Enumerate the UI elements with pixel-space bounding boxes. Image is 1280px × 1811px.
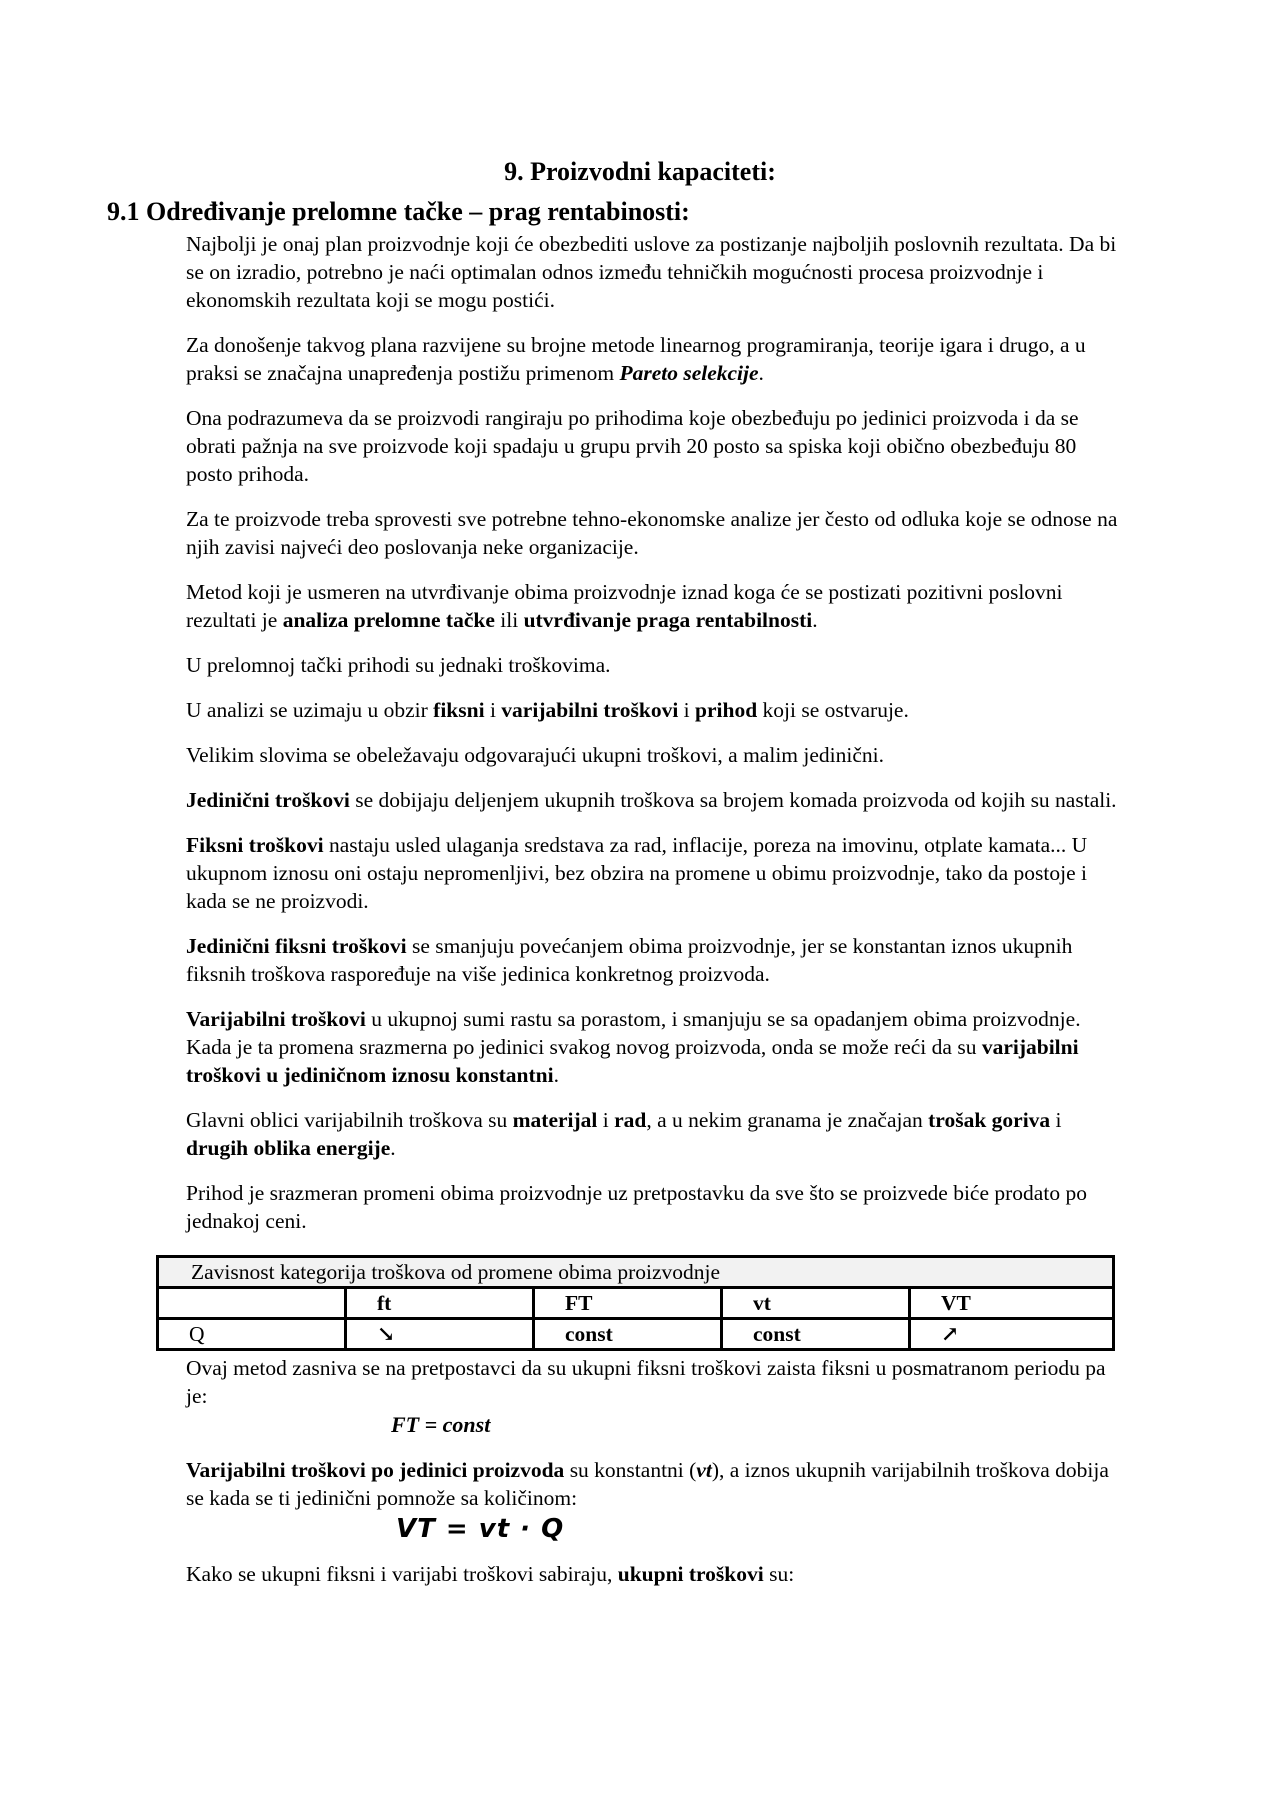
table-header-cell: vt xyxy=(722,1288,910,1319)
paragraph-4: Za te proizvode treba sprovesti sve potrebne tehno-ekonomske analize jer često od odluka koje se odnose na njih zavisi najveći deo poslovanja neke organizacije. xyxy=(186,507,1118,559)
text: . xyxy=(812,608,818,632)
table-header-row xyxy=(158,1288,1114,1319)
chapter-title: 9. Proizvodni kapaciteti: xyxy=(504,157,776,186)
table-row xyxy=(158,1319,1114,1350)
paragraph-2 xyxy=(186,331,1126,387)
text: Kako se ukupni fiksni i varijabi troškovi sabiraju, xyxy=(186,1562,618,1586)
pareto-term: Pareto selekcije xyxy=(619,361,759,385)
paragraph-1: Najbolji je onaj plan proizvodnje koji će obezbediti uslove za postizanje najboljih poslovnih rezultata. Da bi se on izradio, potrebno je naći optimalan odnos između tehničkih mogućnosti procesa proizvodnje i ekonomskih rezultata koji se mogu postići. xyxy=(186,232,1117,312)
term: fiksni xyxy=(433,698,485,722)
text: u ukupnoj sumi rastu sa porastom, i smanjuju se sa opadanjem obima proizvodnje. Kada je ta promena srazmerna po jedinici svakog novog proizvoda, onda se može reći da su xyxy=(186,1007,1081,1059)
term: varijabilni troškovi xyxy=(501,698,679,722)
text: koji se ostvaruje. xyxy=(757,698,909,722)
text: ili xyxy=(494,608,524,632)
table-header-cell xyxy=(158,1288,346,1319)
text: se dobijaju deljenjem ukupnih troškova sa brojem komada proizvoda od kojih su nastali. xyxy=(349,788,1117,812)
term: rad xyxy=(614,1108,647,1132)
paragraph-17 xyxy=(186,1560,1126,1588)
term: Jedinični fiksni troškovi xyxy=(186,934,407,958)
arrow-up-icon: ↗ xyxy=(910,1319,1114,1350)
term: ukupni troškovi xyxy=(617,1562,764,1586)
term: materijal xyxy=(512,1108,598,1132)
text: su: xyxy=(763,1562,795,1586)
text: , a u nekim granama je značajan xyxy=(646,1108,929,1132)
formula-ft: FT = const xyxy=(391,1412,491,1437)
term: prihod xyxy=(695,698,758,722)
text: . xyxy=(390,1136,396,1160)
text: Za donošenje takvog plana razvijene su brojne metode linearnog programiranja, teorije igara i drugo, a u praksi se značajna unapređenja postižu primenom xyxy=(186,333,1086,385)
table-caption: Zavisnost kategorija troškova od promene obima proizvodnje xyxy=(158,1257,1114,1288)
term: drugih oblika energije xyxy=(186,1136,391,1160)
table-header-cell: VT xyxy=(910,1288,1114,1319)
text: i xyxy=(678,698,696,722)
paragraph-10 xyxy=(186,831,1126,915)
text: ), a iznos ukupnih varijabilnih troškova dobija se kada se ti jedinični pomnože sa količinom: xyxy=(186,1458,1109,1510)
term: Varijabilni troškovi xyxy=(186,1007,366,1031)
arrow-down-icon: ↘ xyxy=(346,1319,534,1350)
paragraph-11 xyxy=(186,932,1126,988)
term: utvrđivanje praga rentabilnosti xyxy=(523,608,813,632)
term: varijabilni troškovi u jediničnom iznosu konstantni xyxy=(186,1035,1079,1087)
term: vt xyxy=(696,1458,712,1482)
table-cell: const xyxy=(722,1319,910,1350)
paragraph-14: Prihod je srazmeran promeni obima proizvodnje uz pretpostavku da sve što se proizvede biće prodato po jednakoj ceni. xyxy=(186,1181,1087,1233)
cost-dependency-table xyxy=(156,1255,1115,1351)
text: . xyxy=(553,1063,559,1087)
paragraph-15: Ovaj metod zasniva se na pretpostavci da su ukupni fiksni troškovi zaista fiksni u posmatranom periodu pa je: xyxy=(186,1356,1106,1408)
text: U analizi se uzimaju u obzir xyxy=(186,698,434,722)
paragraph-8: Velikim slovima se obeležavaju odgovarajući ukupni troškovi, a malim jedinični. xyxy=(186,743,884,767)
paragraph-3: Ona podrazumeva da se proizvodi rangiraju po prihodima koje obezbeđuju po jedinici proizvoda i da se obrati pažnja na sve proizvode koji spadaju u grupu prvih 20 posto sa spiska koji obično obezbeđuju 80 posto prihoda. xyxy=(186,406,1079,486)
text: nastaju usled ulaganja sredstava za rad, inflacije, poreza na imovinu, otplate kamata... U ukupnom iznosu oni ostaju nepromenljivi, bez obzira na promene u obimu proizvodnje, tako da postoje i kada se ne proizvodi. xyxy=(186,833,1088,913)
table-header-cell: FT xyxy=(534,1288,722,1319)
table-cell: const xyxy=(534,1319,722,1350)
term: Fiksni troškovi xyxy=(186,833,324,857)
text: su konstantni ( xyxy=(564,1458,697,1482)
text: i xyxy=(1050,1108,1062,1132)
term: analiza prelomne tačke xyxy=(282,608,495,632)
table-caption-row xyxy=(158,1257,1114,1288)
section-title: 9.1 Određivanje prelomne tačke – prag rentabinosti: xyxy=(107,197,690,226)
paragraph-5 xyxy=(186,578,1126,634)
text: i xyxy=(484,698,502,722)
paragraph-7 xyxy=(186,696,1126,724)
text: se smanjuju povećanjem obima proizvodnje, jer se konstantan iznos ukupnih fiksnih troškova raspoređuje na više jedinica konkretnog proizvoda. xyxy=(186,934,1073,986)
paragraph-9 xyxy=(186,786,1126,814)
paragraph-13 xyxy=(186,1106,1126,1162)
table-header-cell: ft xyxy=(346,1288,534,1319)
formula-vt: VT = vt · Q xyxy=(396,1514,565,1544)
term: Jedinični troškovi xyxy=(186,788,350,812)
text: . xyxy=(758,361,764,385)
text: i xyxy=(597,1108,615,1132)
term: Varijabilni troškovi po jedinici proizvoda xyxy=(186,1458,565,1482)
paragraph-6: U prelomnoj tački prihodi su jednaki troškovima. xyxy=(186,653,611,677)
text: Metod koji je usmeren na utvrđivanje obima proizvodnje iznad koga će se postizati pozitivni poslovni rezultati je xyxy=(186,580,1063,632)
text: Glavni oblici varijabilnih troškova su xyxy=(186,1108,513,1132)
table-cell: Q xyxy=(158,1319,346,1350)
paragraph-16 xyxy=(186,1456,1126,1512)
document-body xyxy=(186,230,1126,1605)
paragraph-12 xyxy=(186,1005,1126,1089)
term: trošak goriva xyxy=(928,1108,1051,1132)
